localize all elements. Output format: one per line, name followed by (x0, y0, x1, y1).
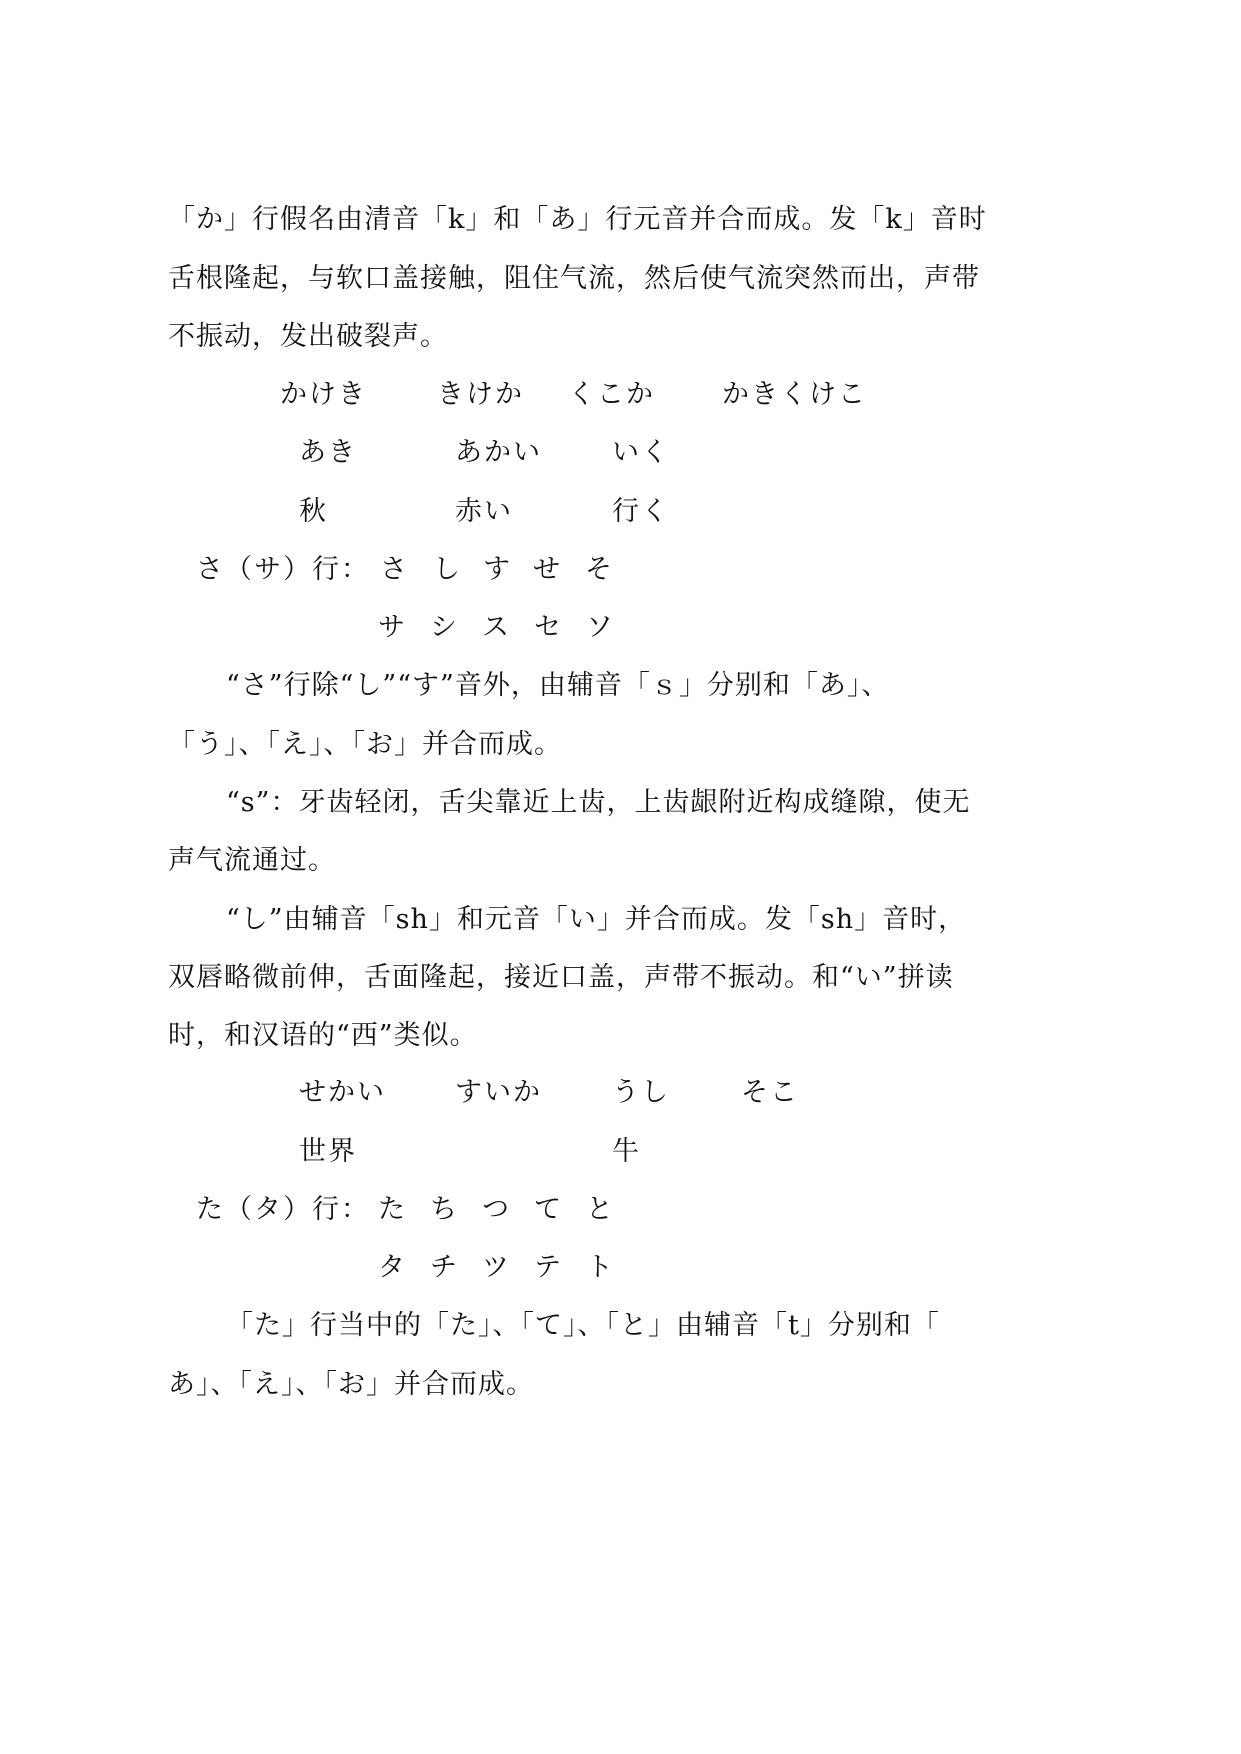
sa-katakana: サ (378, 612, 407, 643)
sa-practice-word: うし (612, 1077, 670, 1108)
ka-practice-word: くこか (568, 379, 655, 410)
paragraph-ta-line-2: あ」、「え」、「お」并合而成。 (168, 1369, 534, 1400)
ta-katakana: テ (534, 1252, 563, 1283)
ta-katakana: ツ (482, 1252, 511, 1283)
ta-katakana: タ (378, 1252, 407, 1283)
sa-practice-word: そこ (741, 1077, 799, 1108)
paragraph-sa-line-2: 「う」、「え」、「お」并合而成。 (168, 729, 562, 760)
sa-katakana: シ (430, 612, 459, 643)
ka-practice-kanji: 行く (612, 496, 670, 527)
sa-practice-word: せかい (299, 1077, 386, 1108)
paragraph-ka-line-1: 「か」行假名由清音「k」和「あ」行元音并合而成。发「k」音时 (168, 204, 987, 235)
sa-practice-word: すいか (455, 1077, 542, 1108)
ta-row-label: た（タ）行： (196, 1194, 370, 1225)
paragraph-s-line-2: 声气流通过。 (168, 845, 336, 876)
sa-hiragana: す (483, 554, 512, 585)
ta-hiragana: て (534, 1194, 563, 1225)
sa-hiragana: そ (585, 554, 614, 585)
sa-katakana: ソ (586, 612, 615, 643)
paragraph-s-line-1: “s”：牙齿轻闭，舌尖靠近上齿，上齿龈附近构成缝隙，使无 (226, 787, 971, 818)
ka-practice-word: かけき (280, 379, 367, 410)
paragraph-shi-line-1: “し”由辅音「sh」和元音「い」并合而成。发「sh」音时， (226, 904, 967, 935)
paragraph-sa-line-1: “さ”行除“し”“す”音外，由辅音「ｓ」分别和「あ」、 (226, 670, 890, 701)
ta-hiragana: つ (482, 1194, 511, 1225)
ka-practice-kanji: 赤い (455, 496, 513, 527)
ka-practice-word: あき (299, 437, 357, 468)
ta-hiragana: と (586, 1194, 615, 1225)
paragraph-ta-line-1: 「た」行当中的「た」、「て」、「と」由辅音「t」分别和「 (226, 1310, 940, 1341)
paragraph-ka-line-3: 不振动，发出破裂声。 (168, 321, 448, 352)
ka-practice-word: きけか (437, 379, 524, 410)
sa-hiragana: せ (533, 554, 562, 585)
paragraph-ka-line-2: 舌根隆起，与软口盖接触，阻住气流，然后使气流突然而出，声带 (168, 263, 980, 294)
ka-practice-word: いく (612, 437, 670, 468)
paragraph-shi-line-3: 时，和汉语的“西”类似。 (168, 1020, 478, 1051)
sa-hiragana: さ (380, 554, 409, 585)
sa-practice-kanji: 世界 (299, 1136, 357, 1167)
ta-katakana: チ (430, 1252, 459, 1283)
sa-katakana: セ (534, 612, 563, 643)
sa-practice-kanji: 牛 (612, 1136, 641, 1167)
ka-practice-kanji: 秋 (299, 496, 328, 527)
sa-row-label: さ（サ）行： (196, 554, 370, 585)
ta-hiragana: た (378, 1194, 407, 1225)
sa-katakana: ス (482, 612, 511, 643)
ka-practice-word: かきくけこ (722, 379, 867, 410)
ta-katakana: ト (586, 1252, 615, 1283)
paragraph-shi-line-2: 双唇略微前伸，舌面隆起，接近口盖，声带不振动。和“い”拼读 (168, 962, 954, 993)
sa-hiragana: し (433, 554, 462, 585)
ka-practice-word: あかい (455, 437, 542, 468)
ta-hiragana: ち (430, 1194, 459, 1225)
